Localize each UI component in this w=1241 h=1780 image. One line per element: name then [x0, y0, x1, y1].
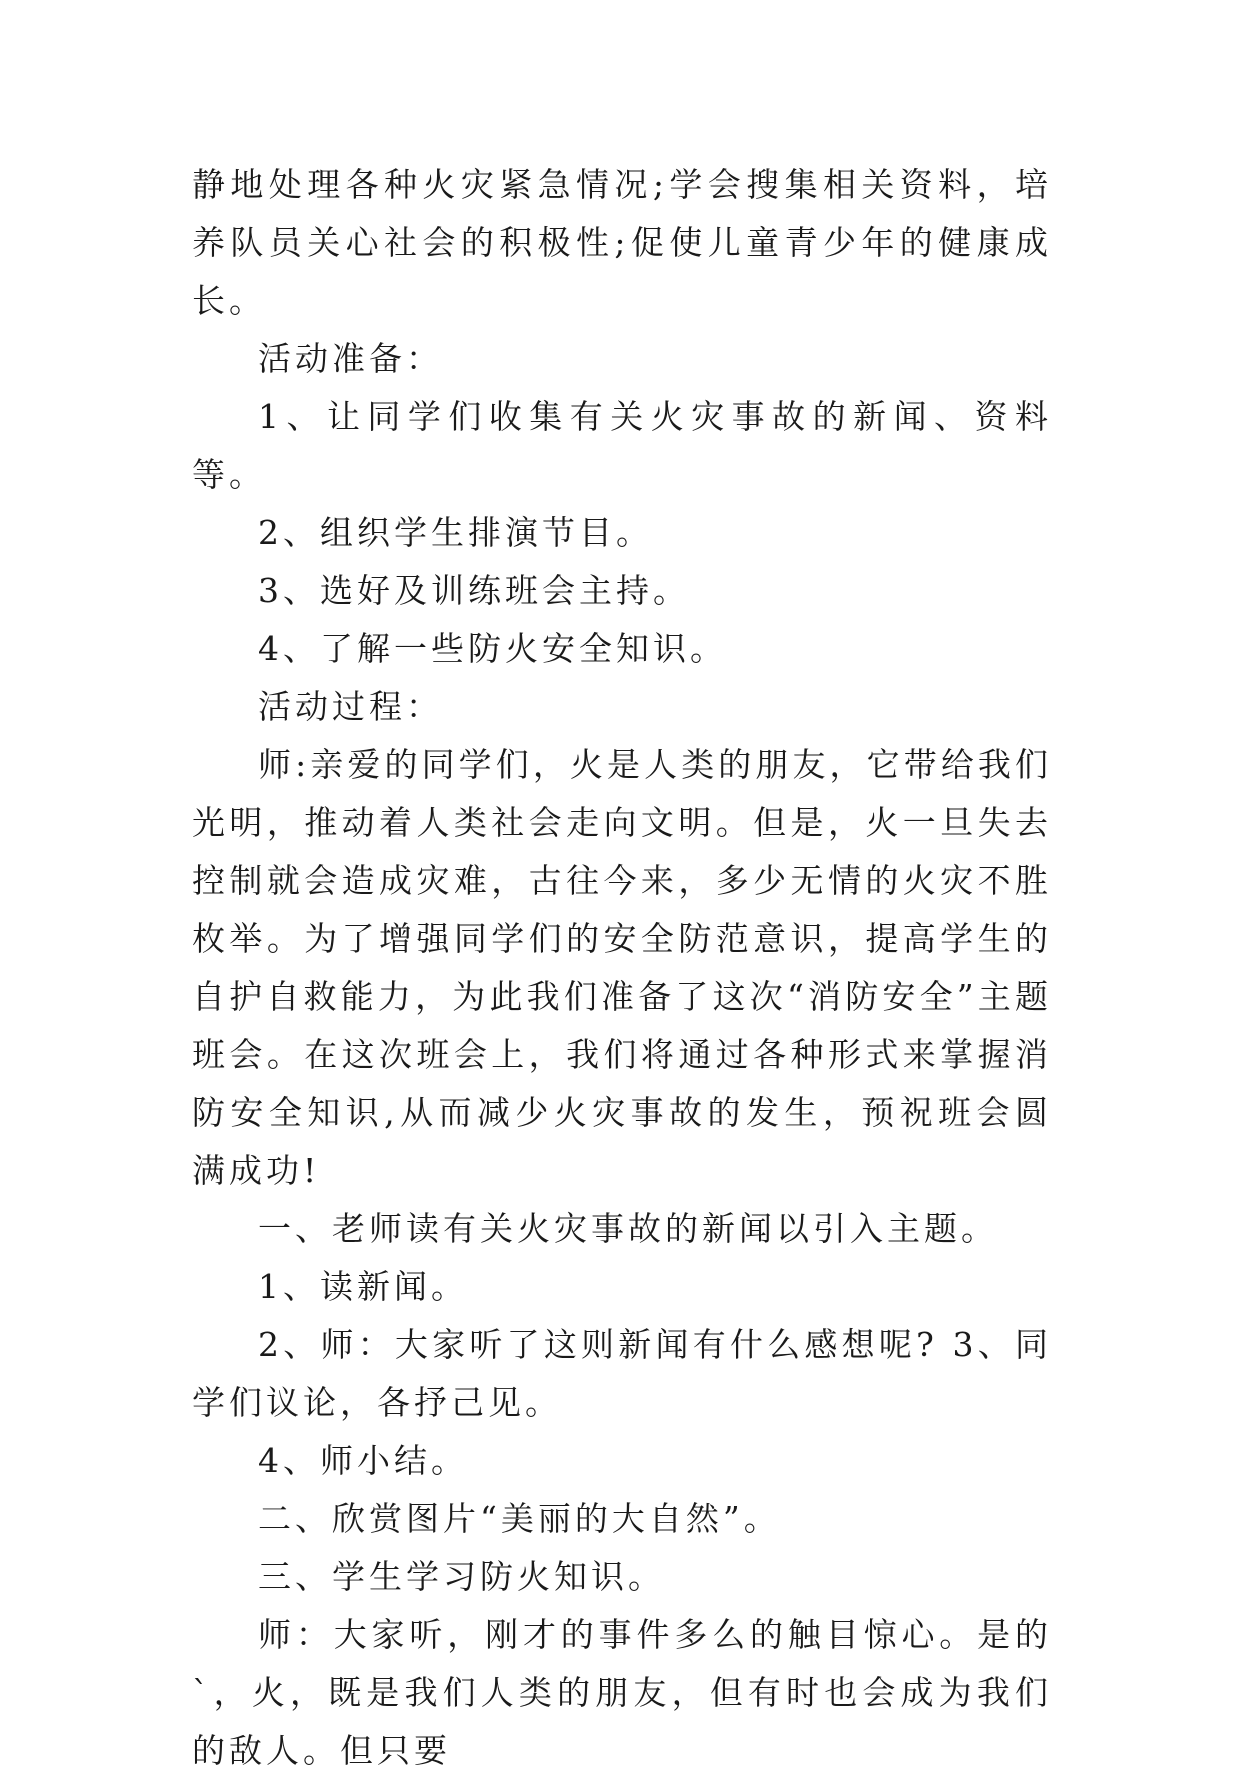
paragraph-4: 2、组织学生排演节目。: [258, 513, 653, 552]
document-body: [192, 156, 1052, 1780]
paragraph-3: 1、让同学们收集有关火灾事故的新闻、资料等。: [192, 397, 1052, 494]
paragraph-6: 4、了解一些防火安全知识。: [258, 629, 727, 668]
paragraph-14: 三、学生学习防火知识。: [258, 1557, 665, 1596]
paragraph-12: 4、师小结。: [258, 1441, 468, 1480]
paragraph-1: 静地处理各种火灾紧急情况;学会搜集相关资料，培养队员关心社会的积极性;促使儿童青少年的健康成长。: [192, 165, 1052, 320]
paragraph-15: 师：大家听，刚才的事件多么的触目惊心。是的`，火，既是我们人类的朋友，但有时也会成为我们的敌人。但只要: [192, 1615, 1052, 1770]
paragraph-13: 二、欣赏图片“美丽的大自然”。: [258, 1499, 781, 1538]
paragraph-10: 1、读新闻。: [258, 1267, 468, 1306]
paragraph-7: 活动过程：: [258, 687, 443, 726]
paragraph-9: 一、老师读有关火灾事故的新闻以引入主题。: [258, 1209, 998, 1248]
paragraph-2: 活动准备：: [258, 339, 443, 378]
paragraph-5: 3、选好及训练班会主持。: [258, 571, 690, 610]
paragraph-8: 师:亲爱的同学们，火是人类的朋友，它带给我们光明，推动着人类社会走向文明。但是，火一旦失去控制就会造成灾难，古往今来，多少无情的火灾不胜枚举。为了增强同学们的安全防范意识，提高学生的自护自救能力，为此我们准备了这次“消防安全”主题班会。在这次班会上，我们将通过各种形式来掌握消防安全知识,从而减少火灾事故的发生，预祝班会圆满成功!: [192, 745, 1052, 1190]
paragraph-11: 2、师：大家听了这则新闻有什么感想呢? 3、同学们议论，各抒己见。: [192, 1325, 1052, 1422]
